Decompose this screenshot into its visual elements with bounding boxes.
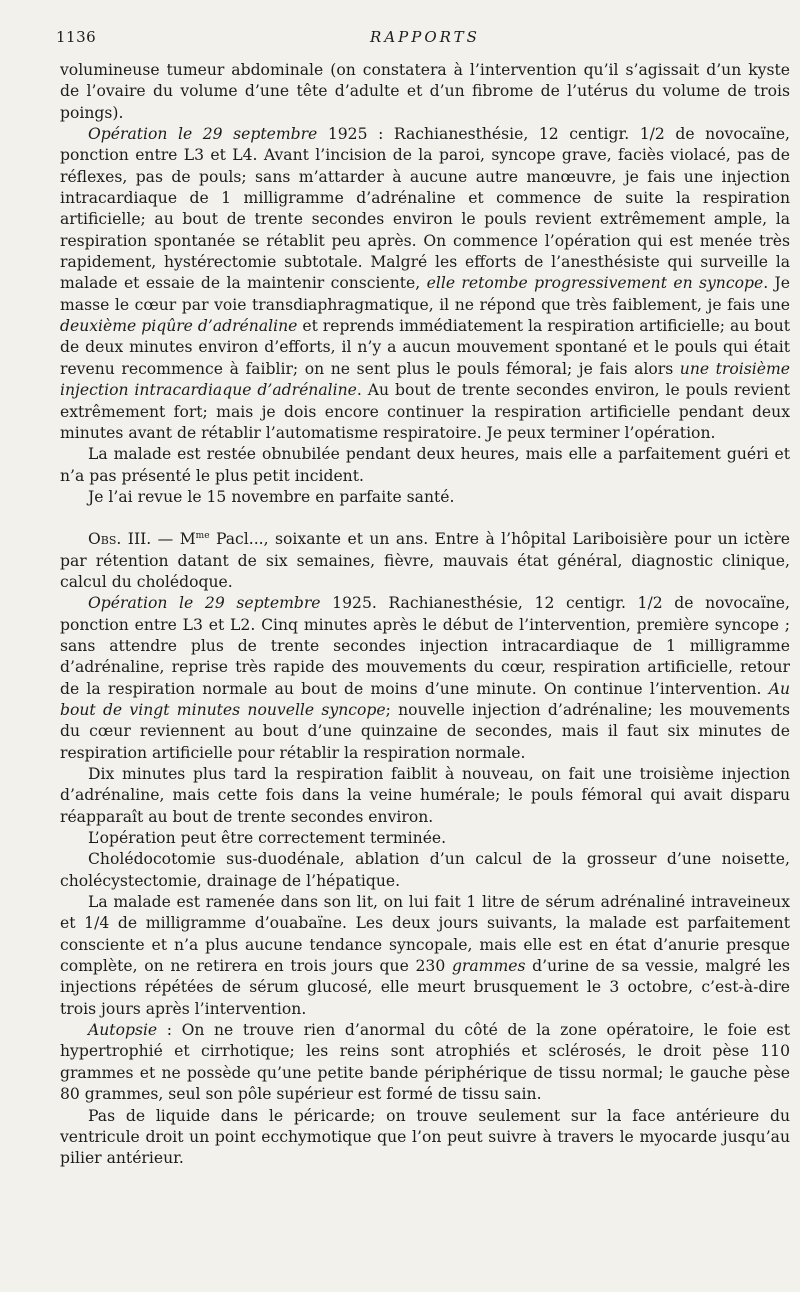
paragraph-continuation: volumineuse tumeur abdominale (on constatera à l’intervention qu’il s’agissait d’un kyste de l’ovaire du volume d’une tête d’adulte et d’un fibrome de l’utérus du volume de trois poings). bbox=[60, 61, 790, 122]
article-body bbox=[60, 60, 790, 1170]
operation-label: Opération le 29 septembre bbox=[88, 125, 318, 144]
text-run: : On ne trouve rien d’anormal du côté de la zone opératoire, le foie est hypertrophié et cirrhotique; les reins sont atrophiés et sclérosés, le droit pèse 110 grammes et ne possède qu’une petite bande périphérique de tissu normal; le gauche pèse 80 grammes, seul son pôle supérieur est formé de tissu sain. bbox=[60, 1021, 790, 1104]
paragraph-operation-obs2 bbox=[60, 124, 790, 444]
text-run: 1925. Rachianesthésie, 12 centigr. 1/2 de novocaïne, ponction entre L3 et L2. Cinq minutes après le début de l’intervention, première syncope ; sans attendre plus de trente secondes injection intracardiaque de 1 milligramme d’adrénaline, reprise très rapide des mouvements du cœur, respiration artificielle, retour de la respiration normale au bout de moins d’une minute. On continue l’intervention. bbox=[60, 594, 790, 698]
superscript: me bbox=[195, 531, 210, 542]
paragraph-operation-obs3 bbox=[60, 593, 790, 764]
paragraph-third-injection: Dix minutes plus tard la respiration faiblit à nouveau, on fait une troisième injection d’adrénaline, mais cette fois dans la veine humérale; le pouls fémoral qui avait disparu réapparaît au bout de trente secondes environ. bbox=[60, 765, 790, 826]
emphasis: grammes bbox=[451, 957, 526, 976]
paragraph-procedure: Cholédocotomie sus-duodénale, ablation d’un calcul de la grosseur d’une noisette, cholécystectomie, drainage de l’hépatique. bbox=[60, 850, 790, 890]
text-run: La malade est ramenée dans son lit, on lui fait 1 litre de sérum adrénaliné intraveineux et 1/4 de milligramme d’ouabaïne. Les deux jours suivants, la malade est parfaitement consciente et n’a plus aucune tendance syncopale, mais elle est en état d’anurie presque complète, on ne retirera en trois jours que 230 bbox=[60, 893, 790, 976]
paragraph-postop bbox=[60, 892, 790, 1020]
emphasis: elle retombe progressivement en syncope bbox=[426, 274, 764, 293]
page-number: 1136 bbox=[56, 28, 97, 46]
paragraph-outcome: La malade est restée obnubilée pendant deux heures, mais elle a parfaitement guéri et n’a pas présenté le plus petit incident. bbox=[60, 445, 790, 485]
observation-label: Obs. III. bbox=[88, 530, 152, 549]
text-run: . Je masse le cœur par voie transdiaphragmatique, il ne répond que très faiblement, je fais une bbox=[60, 274, 790, 314]
paragraph-pericardium: Pas de liquide dans le péricarde; on trouve seulement sur la face antérieure du ventricule droit un point ecchymotique que l’on peut suivre à travers le myocarde jusqu’au pilier antérieur. bbox=[60, 1106, 790, 1168]
emphasis: une troisième injection intracardiaque d’adrénaline bbox=[60, 359, 790, 400]
text-run: Pacl..., soixante et un ans. Entre à l’hôpital Lariboisière pour un ictère par rétention datant de six semaines, fièvre, mauvais état général, diagnostic clinique, calcul du cholédoque. bbox=[60, 530, 790, 591]
emphasis: deuxième piqûre d’adrénaline bbox=[60, 317, 298, 336]
paragraph-autopsy bbox=[60, 1020, 790, 1105]
autopsy-label: Autopsie bbox=[88, 1021, 158, 1040]
operation-label: Opération le 29 septembre bbox=[88, 594, 321, 613]
paragraph-observation-3 bbox=[60, 529, 790, 593]
running-title: RAPPORTS bbox=[370, 28, 480, 46]
page-header bbox=[56, 28, 790, 60]
paragraph-followup: Je l’ai revue le 15 novembre en parfaite santé. bbox=[88, 487, 455, 506]
emphasis: Au bout de vingt minutes nouvelle syncope bbox=[60, 679, 790, 719]
text-run: . Au bout de trente secondes environ, le pouls revient extrêmement fort; mais je dois encore continuer la respiration artificielle pendant deux minutes avant de rétablir l’automatisme respiratoire. Je peux terminer l’opération. bbox=[60, 381, 791, 442]
paragraph-completed: L’opération peut être correctement terminée. bbox=[88, 829, 447, 848]
text-run: d’urine de sa vessie, malgré les injections répétées de sérum glucosé, elle meurt brusquement le 3 octobre, c’est-à-dire trois jours après l’intervention. bbox=[60, 957, 790, 1018]
text-run: 1925 : Rachianesthésie, 12 centigr. 1/2 de novocaïne, ponction entre L3 et L4. Avant l’incision de la paroi, syncope grave, faciès violacé, pas de réflexes, pas de pouls; sans m’attarder à aucune autre manœuvre, je fais une injection intracardiaque de 1 milligramme d’adrénaline et commence de suite la respiration artificielle; au bout de trente secondes environ le pouls revient extrêmement ample, la respiration spontanée se rétablit peu après. On commence l’opération qui est menée très rapidement, hystérectomie subtotale. Malgré les efforts de l’anesthésiste qui surveille la malade et essaie de la maintenir consciente, bbox=[60, 125, 790, 293]
text-run: — M bbox=[151, 530, 196, 549]
text-run: et reprends immédiatement la respiration artificielle; au bout de deux minutes environ d’efforts, il n’y a aucun mouvement spontané et le pouls qui était revenu recommence à faiblir; on ne sent plus le pouls fémoral; je fais alors bbox=[60, 317, 791, 378]
text-run: ; nouvelle injection d’adrénaline; les mouvements du cœur reviennent au bout d’une quinzaine de secondes, mais il faut six minutes de respiration artificielle pour rétablir la respiration normale. bbox=[60, 700, 790, 762]
